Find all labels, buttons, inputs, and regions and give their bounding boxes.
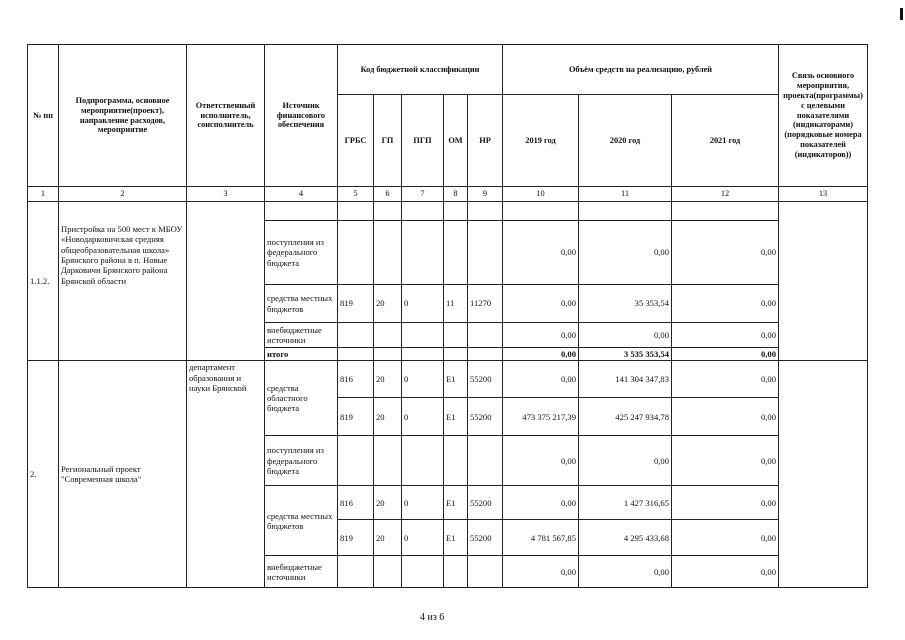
- value-2020: 141 304 347,83: [579, 361, 672, 398]
- header-source: Источник финансового обеспечения: [265, 45, 338, 187]
- header-executor: Ответственный исполнитель, соисполнитель: [187, 45, 265, 187]
- column-number: 9: [468, 187, 503, 202]
- value-2020: 1 427 316,65: [579, 486, 672, 520]
- code-nr: 55200: [468, 486, 503, 520]
- value-2020: 0,00: [579, 323, 672, 348]
- value-2019: 0,00: [503, 361, 579, 398]
- code-om: E1: [444, 520, 468, 556]
- value-2021: 0,00: [672, 486, 779, 520]
- value-2019: 0,00: [503, 436, 579, 486]
- header-codes-group: Код бюджетной классификации: [338, 45, 503, 95]
- section-1-executor: [187, 202, 265, 361]
- value-2019: 0,00: [503, 556, 579, 588]
- code-gp: 20: [374, 398, 402, 436]
- source-extra: внебюджетные источники: [265, 556, 338, 588]
- total-2019: 0,00: [503, 348, 579, 361]
- source-extra: внебюджетные источники: [265, 323, 338, 348]
- column-number: 13: [779, 187, 868, 202]
- value-2021: 0,00: [672, 323, 779, 348]
- code-pgp: 0: [402, 361, 444, 398]
- value-2020: 0,00: [579, 221, 672, 285]
- source-federal: поступления из федерального бюджета: [265, 436, 338, 486]
- code-nr: 11270: [468, 285, 503, 323]
- section-2-link: [779, 361, 868, 588]
- header-grbs: ГРБС: [338, 95, 374, 187]
- code-gp: 20: [374, 285, 402, 323]
- code-grbs: 819: [338, 520, 374, 556]
- total-2021: 0,00: [672, 348, 779, 361]
- value-2021: 0,00: [672, 398, 779, 436]
- table-row: [28, 202, 868, 221]
- code-pgp: 0: [402, 520, 444, 556]
- header-year-2020: 2020 год: [579, 95, 672, 187]
- source-regional: средства областного бюджета: [265, 361, 338, 436]
- scan-edge-mark: [900, 8, 903, 20]
- code-nr: 55200: [468, 398, 503, 436]
- column-number: 11: [579, 187, 672, 202]
- code-gp: 20: [374, 361, 402, 398]
- column-number: 2: [59, 187, 187, 202]
- value-2020: 425 247 934,78: [579, 398, 672, 436]
- code-pgp: 0: [402, 486, 444, 520]
- section-1-num: 1.1.2.: [28, 202, 59, 361]
- section-2-executor: департамент образования и науки Брянской: [187, 361, 265, 588]
- page-number: 4 из 6: [420, 612, 445, 623]
- table-row: [28, 361, 868, 398]
- section-2-name: Региональный проект "Современная школа": [59, 361, 187, 588]
- value-2020: 0,00: [579, 556, 672, 588]
- column-numbers-row: [28, 187, 868, 202]
- source-local: средства местных бюджетов: [265, 285, 338, 323]
- code-grbs: 816: [338, 486, 374, 520]
- value-2021: 0,00: [672, 556, 779, 588]
- column-number: 10: [503, 187, 579, 202]
- column-number: 3: [187, 187, 265, 202]
- header-volume-group: Объём средств на реализацию, рублей: [503, 45, 779, 95]
- value-2019: 0,00: [503, 323, 579, 348]
- header-gp: ГП: [374, 95, 402, 187]
- section-2-num: 2.: [28, 361, 59, 588]
- column-number: 6: [374, 187, 402, 202]
- value-2020: 4 295 433,68: [579, 520, 672, 556]
- source-federal: поступления из федерального бюджета: [265, 221, 338, 285]
- column-number: 5: [338, 187, 374, 202]
- code-grbs: 816: [338, 361, 374, 398]
- code-nr: 55200: [468, 520, 503, 556]
- value-2019: 4 781 567,85: [503, 520, 579, 556]
- value-2021: 0,00: [672, 361, 779, 398]
- section-1-link: [779, 202, 868, 361]
- column-number: 7: [402, 187, 444, 202]
- header-link: Связь основного мероприятия, проекта(программы) с целевыми показателями (индикаторами) (порядковые номера показателей (индикаторов)): [779, 45, 868, 187]
- value-2019: 0,00: [503, 486, 579, 520]
- value-2021: 0,00: [672, 285, 779, 323]
- code-gp: 20: [374, 520, 402, 556]
- header-num: № пп: [28, 45, 59, 187]
- column-number: 12: [672, 187, 779, 202]
- code-nr: 55200: [468, 361, 503, 398]
- value-2020: 0,00: [579, 436, 672, 486]
- code-om: 11: [444, 285, 468, 323]
- header-nr: НР: [468, 95, 503, 187]
- code-pgp: 0: [402, 285, 444, 323]
- column-number: 8: [444, 187, 468, 202]
- code-gp: 20: [374, 486, 402, 520]
- section-1-name: Пристройка на 500 мест к МБОУ «Новодарковичская средняя общеобразовательная школа» Брянского района в п. Новые Дарковичи Брянского района Брянской области: [59, 202, 187, 361]
- source-local: средства местных бюджетов: [265, 486, 338, 556]
- header-om: ОМ: [444, 95, 468, 187]
- code-grbs: 819: [338, 398, 374, 436]
- header-row: [28, 45, 868, 95]
- column-number: 1: [28, 187, 59, 202]
- code-grbs: 819: [338, 285, 374, 323]
- value-2019: 473 375 217,39: [503, 398, 579, 436]
- header-program: Подпрограмма, основное мероприятие(проект), направление расходов, мероприятие: [59, 45, 187, 187]
- value-2021: 0,00: [672, 520, 779, 556]
- value-2021: 0,00: [672, 436, 779, 486]
- code-pgp: 0: [402, 398, 444, 436]
- value-2019: 0,00: [503, 285, 579, 323]
- source-total: итого: [265, 348, 338, 361]
- header-year-2019: 2019 год: [503, 95, 579, 187]
- value-2020: 35 353,54: [579, 285, 672, 323]
- total-2020: 3 535 353,54: [579, 348, 672, 361]
- header-year-2021: 2021 год: [672, 95, 779, 187]
- header-pgp: ПГП: [402, 95, 444, 187]
- code-om: E1: [444, 398, 468, 436]
- value-2021: 0,00: [672, 221, 779, 285]
- code-om: E1: [444, 486, 468, 520]
- column-number: 4: [265, 187, 338, 202]
- code-om: E1: [444, 361, 468, 398]
- value-2019: 0,00: [503, 221, 579, 285]
- budget-table: [27, 44, 868, 588]
